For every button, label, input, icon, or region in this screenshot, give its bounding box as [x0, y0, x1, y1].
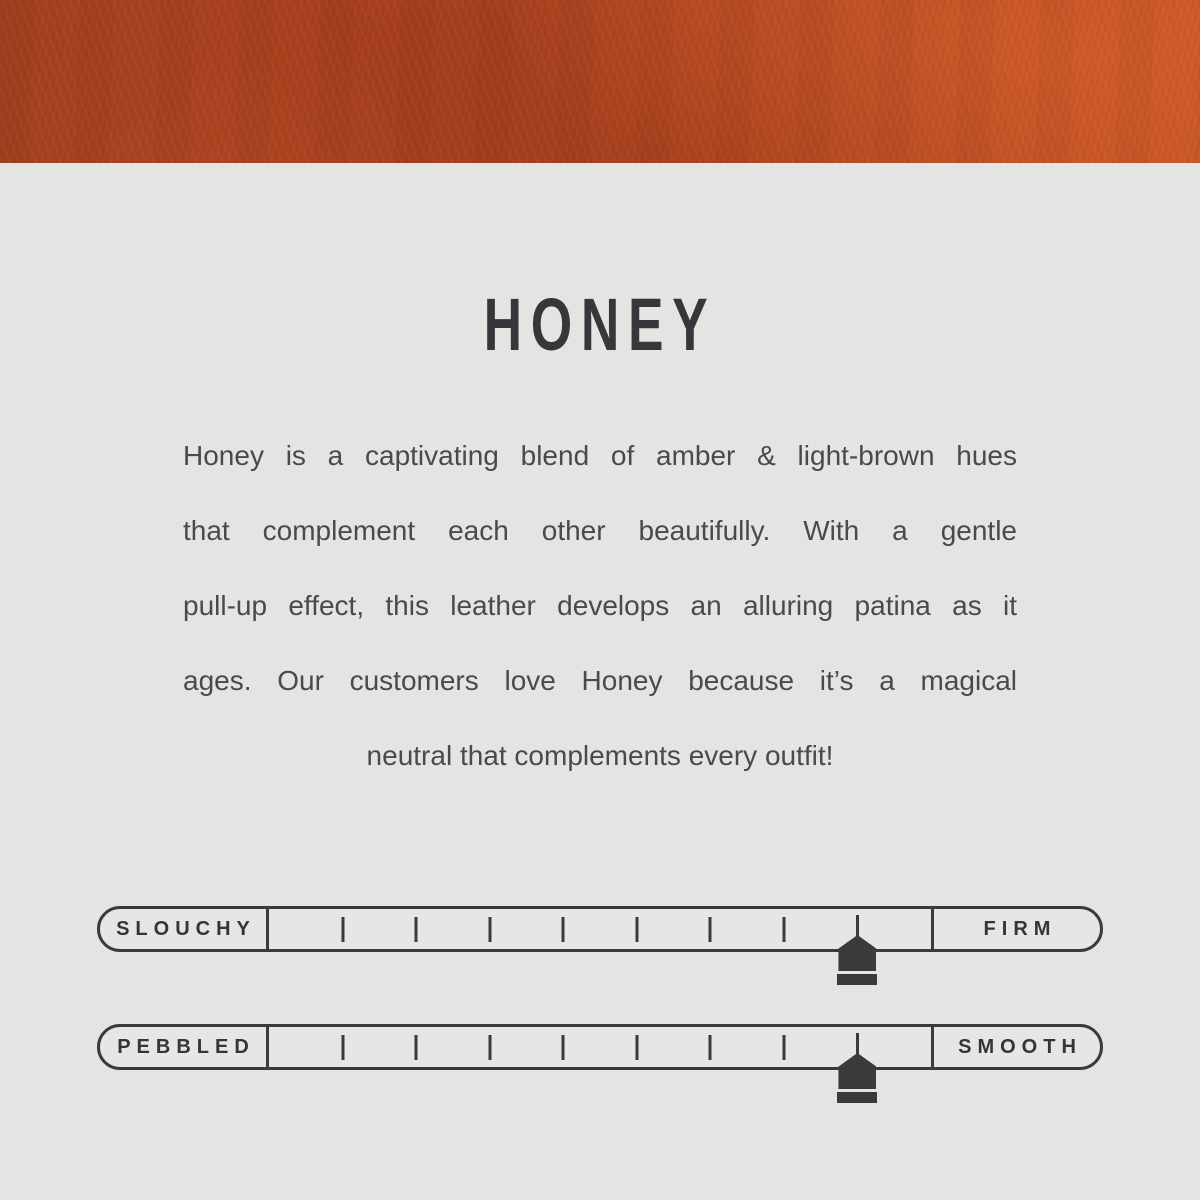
slider-tick — [488, 917, 491, 942]
slider-track — [266, 1027, 934, 1067]
slider-tick — [709, 917, 712, 942]
page-title: HONEY — [483, 283, 717, 366]
slider-tick — [341, 1035, 344, 1060]
slider-tick — [782, 1035, 785, 1060]
description-line: that complement each other beautifully. With a gentle — [183, 515, 1017, 546]
slider-tick — [415, 917, 418, 942]
slider-right-label: SMOOTH — [958, 1035, 1082, 1058]
slider-track — [266, 909, 934, 949]
slider-marker-pointer-icon — [838, 1053, 876, 1089]
slider-left-label: PEBBLED — [117, 1035, 255, 1058]
description-line: neutral that complements every outfit! — [366, 740, 834, 771]
slider-left-label: SLOUCHY — [116, 917, 256, 940]
leather-texture-banner — [0, 0, 1200, 163]
slider-marker-stem — [856, 1033, 859, 1055]
slider-marker-base — [837, 974, 877, 985]
slider-marker-pointer-icon — [838, 935, 876, 971]
slider-tick — [488, 1035, 491, 1060]
slider-tick — [562, 917, 565, 942]
slider-marker — [837, 915, 877, 985]
description-paragraph — [183, 418, 1017, 793]
slider-tick — [635, 917, 638, 942]
slider-tick — [709, 1035, 712, 1060]
slider-marker — [837, 1033, 877, 1103]
slider-tick — [562, 1035, 565, 1060]
description-line: Honey is a captivating blend of amber & light-brown hues — [183, 440, 1017, 471]
slider-tick — [782, 917, 785, 942]
slider-tick — [415, 1035, 418, 1060]
slider-slouchy-firm — [97, 906, 1103, 952]
slider-marker-stem — [856, 915, 859, 937]
slider-marker-base — [837, 1092, 877, 1103]
slider-right-label: FIRM — [983, 917, 1057, 940]
slider-tick — [341, 917, 344, 942]
description-line: pull-up effect, this leather develops an alluring patina as it — [183, 590, 1017, 621]
slider-tick — [635, 1035, 638, 1060]
description-line: ages. Our customers love Honey because it’s a magical — [183, 665, 1017, 696]
slider-pebbled-smooth — [97, 1024, 1103, 1070]
